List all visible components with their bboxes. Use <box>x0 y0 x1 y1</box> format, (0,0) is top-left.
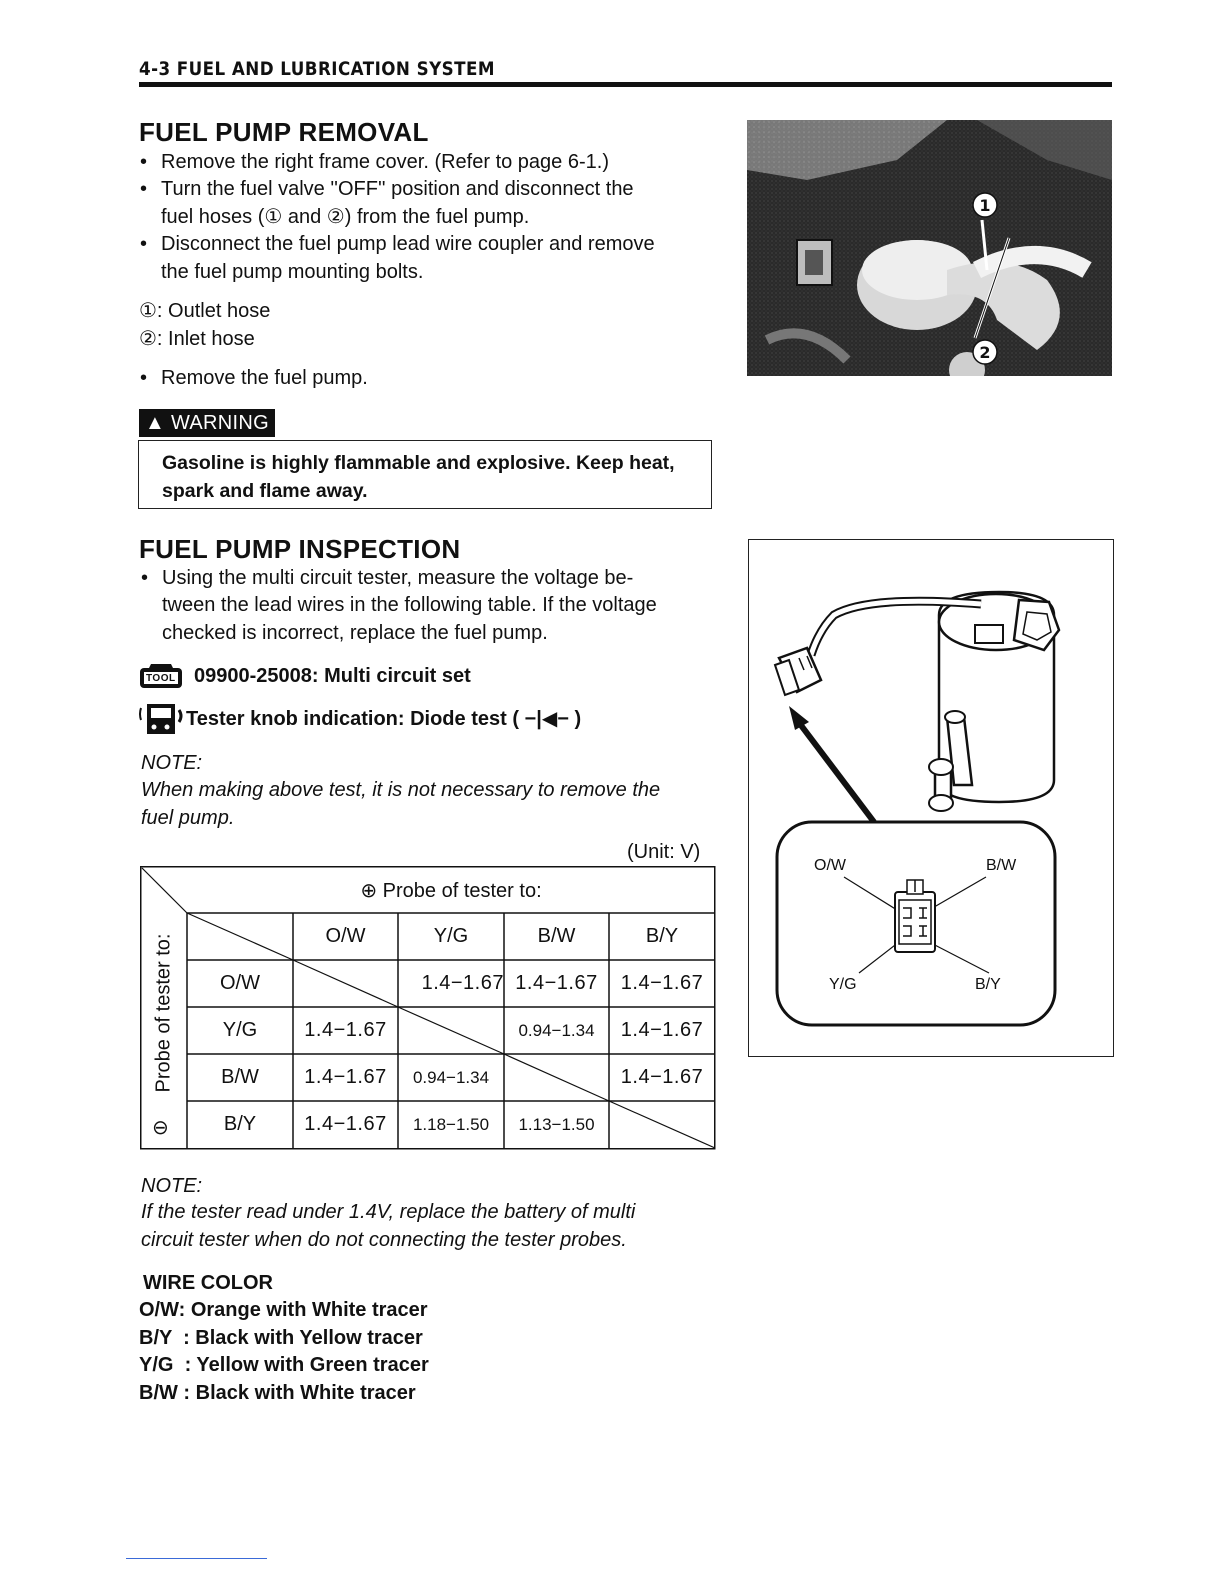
tool-text: 09900-25008: Multi circuit set <box>194 665 471 687</box>
minus-symbol: ⊖ <box>152 1117 169 1139</box>
wire-color-item-bw: B/W : Black with White tracer <box>139 1382 416 1404</box>
table-cell: 0.94−1.34 <box>518 1021 595 1040</box>
table-cell: 1.4−1.67 <box>304 1019 387 1041</box>
warning-label: ▲ WARNING <box>139 409 275 437</box>
table-cell: 1.4−1.67 <box>620 1019 704 1041</box>
footnote-rule <box>126 1558 267 1559</box>
table-cell: 0.94−1.34 <box>412 1068 490 1087</box>
col-header-ow: O/W <box>325 925 366 947</box>
row-label-ow: O/W <box>220 972 260 994</box>
diagram-label-by: B/Y <box>975 976 1001 993</box>
removal-bullet-2-cont: fuel hoses (① and ②) from the fuel pump. <box>161 206 530 228</box>
photo-callout-2: 2 <box>979 343 991 362</box>
removal-bullet-3-cont: the fuel pump mounting bolts. <box>161 261 424 283</box>
warning-box <box>138 440 712 509</box>
tester-knob-icon <box>139 702 185 736</box>
table-cell: 1.4−1.67 <box>515 972 598 994</box>
removal-bullet-2: • Turn the fuel valve ''OFF'' position and disconnect the <box>161 176 741 204</box>
table-cell: 1.4−1.67 <box>304 1113 387 1135</box>
tool-icon <box>139 662 183 689</box>
inspection-heading: FUEL PUMP INSPECTION <box>139 534 461 564</box>
warning-text: Gasoline is highly flammable and explosive. Keep heat, spark and flame away. <box>162 452 675 502</box>
legend-inlet-hose: ②: Inlet hose <box>139 328 255 350</box>
table-cell: 1.18−1.50 <box>412 1115 490 1134</box>
table-cell: 1.4−1.67 <box>421 972 504 994</box>
inspection-bullet-1-cont2: checked is incorrect, replace the fuel pump. <box>162 622 548 644</box>
table-cell: 1.4−1.67 <box>620 1066 704 1088</box>
note-line-1: When making above test, it is not necessary to remove the <box>141 779 661 801</box>
note2-line-1: If the tester read under 1.4V, replace the battery of multi <box>141 1201 636 1223</box>
plus-probe-header: ⊕ Probe of tester to: <box>360 880 542 902</box>
note2-label: NOTE: <box>141 1175 203 1197</box>
wire-color-item-by: B/Y : Black with Yellow tracer <box>139 1327 423 1349</box>
diagram-label-ow: O/W <box>814 857 846 874</box>
note2-line-2: circuit tester when do not connecting the tester probes. <box>141 1229 627 1251</box>
wire-color-item-ow: O/W: Orange with White tracer <box>139 1299 428 1321</box>
table-cell: 1.4−1.67 <box>620 972 704 994</box>
bullet-mark: • <box>140 367 148 389</box>
table-unit: (Unit: V) <box>627 841 701 863</box>
voltage-table <box>140 866 716 1150</box>
bullet-mark: • <box>140 233 148 255</box>
inspection-bullet-1-cont: tween the lead wires in the following table. If the voltage <box>162 594 657 616</box>
bullet-mark: • <box>141 567 149 589</box>
wire-color-heading: WIRE COLOR <box>143 1272 273 1294</box>
diagram-label-yg: Y/G <box>829 976 857 993</box>
removal-heading: FUEL PUMP REMOVAL <box>139 117 429 147</box>
table-cell: 1.13−1.50 <box>518 1115 595 1134</box>
col-header-bw: B/W <box>537 925 576 947</box>
note-line-2: fuel pump. <box>141 807 235 829</box>
note-label: NOTE: <box>141 752 203 774</box>
header-rule <box>139 82 1112 87</box>
row-label-yg: Y/G <box>222 1019 258 1041</box>
bullet-mark: • <box>140 151 148 173</box>
row-label-bw: B/W <box>221 1066 259 1088</box>
col-header-by: B/Y <box>645 925 679 947</box>
minus-probe-header: Probe of tester to: ⊖ <box>152 933 175 1139</box>
legend-outlet-hose: ①: Outlet hose <box>139 300 271 322</box>
fuel-pump-photo <box>747 120 1112 376</box>
removal-bullet-1: • Remove the right frame cover. (Refer to page 6-1.) <box>161 149 741 177</box>
table-cell: 1.4−1.67 <box>304 1066 387 1088</box>
page-header-title: 4-3 FUEL AND LUBRICATION SYSTEM <box>139 58 495 80</box>
bullet-mark: • <box>140 178 148 200</box>
removal-bullet-3: • Disconnect the fuel pump lead wire coupler and remove <box>161 231 741 259</box>
inspection-bullet-1: • Using the multi circuit tester, measure the voltage be- <box>162 565 717 593</box>
fuel-pump-diagram <box>748 539 1114 1057</box>
wire-color-item-yg: Y/G : Yellow with Green tracer <box>139 1354 429 1376</box>
tool-icon-text: TOOL <box>146 673 176 684</box>
diode-symbol: −|◀− <box>524 708 569 730</box>
row-label-by: B/Y <box>223 1113 257 1135</box>
photo-callout-1: 1 <box>979 196 991 215</box>
diagram-label-bw: B/W <box>986 857 1017 874</box>
col-header-yg: Y/G <box>433 925 469 947</box>
tester-knob-text: Tester knob indication: Diode test ( −|◀− ) <box>186 708 582 730</box>
removal-bullet-4: • Remove the fuel pump. <box>161 365 741 393</box>
